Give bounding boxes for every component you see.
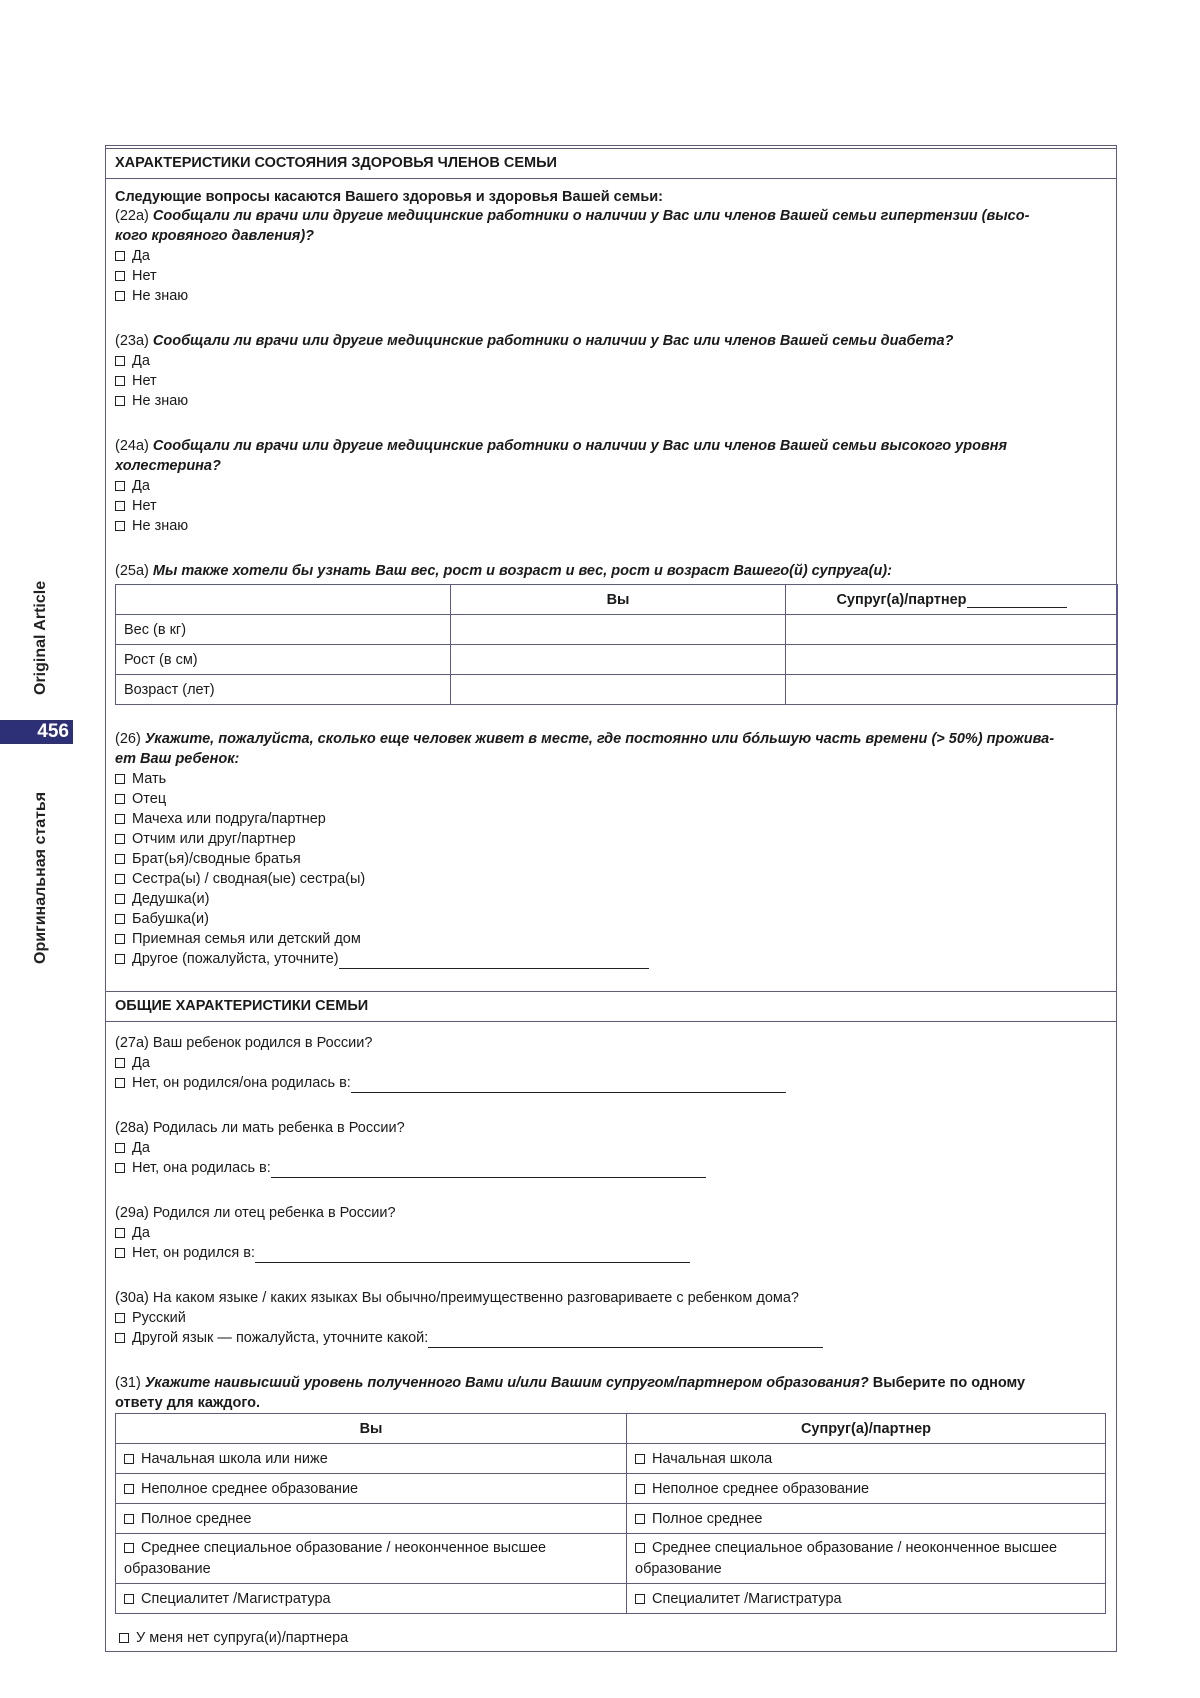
option-label: Дедушка(и) (132, 891, 210, 907)
option-label: Да (132, 248, 150, 264)
checkbox-icon[interactable] (115, 954, 125, 964)
option-label: Среднее специальное образование / неоконченное высшее образование (635, 1539, 1058, 1577)
sidebar-label-en: Original Article (32, 580, 49, 695)
other-input-line[interactable] (339, 954, 649, 969)
row-label: Возраст (лет) (116, 675, 451, 705)
checkbox-icon[interactable] (115, 271, 125, 281)
section-intro: Следующие вопросы касаются Вашего здоровья и здоровья Вашей семьи: (115, 189, 663, 205)
q26-option[interactable] (115, 929, 361, 949)
checkbox-icon[interactable] (115, 914, 125, 924)
checkbox-icon[interactable] (635, 1594, 645, 1604)
input-cell-you[interactable] (451, 645, 786, 675)
checkbox-icon[interactable] (115, 874, 125, 884)
question-26 (115, 729, 1110, 769)
section-title-health: ХАРАКТЕРИСТИКИ СОСТОЯНИЯ ЗДОРОВЬЯ ЧЛЕНОВ СЕМЬИ (105, 148, 1117, 179)
q26-option[interactable] (115, 789, 166, 809)
option-label: Среднее специальное образование / неоконченное высшее образование (124, 1539, 547, 1577)
edu-option-you[interactable] (116, 1584, 627, 1614)
table-row (116, 615, 1118, 645)
checkbox-icon[interactable] (115, 376, 125, 386)
input-cell-you[interactable] (451, 675, 786, 705)
option-label: Не знаю (132, 518, 189, 534)
q26-line1: Укажите, пожалуйста, сколько еще человек живет в месте, где постоянно или бóльшую часть времени (> 50%) прожива- (144, 731, 1055, 747)
q30-option-other[interactable] (115, 1328, 823, 1348)
checkbox-icon[interactable] (115, 1228, 125, 1238)
checkbox-icon[interactable] (115, 1248, 125, 1258)
option-label: Начальная школа (652, 1450, 773, 1467)
q31-line2: ответу для каждого. (115, 1395, 261, 1411)
checkbox-icon[interactable] (124, 1484, 134, 1494)
option-label: Нет, он родился/она родилась в: (132, 1075, 351, 1091)
option-label: Да (132, 1140, 150, 1156)
option-label: Да (132, 1055, 150, 1071)
option-label: Бабушка(и) (132, 911, 209, 927)
q22-number: (22а) (115, 208, 153, 224)
question-22a (115, 206, 1110, 246)
checkbox-icon[interactable] (115, 1058, 125, 1068)
checkbox-icon[interactable] (115, 1333, 125, 1343)
checkbox-icon[interactable] (124, 1594, 134, 1604)
question-27a: (27а) Ваш ребенок родился в России? (115, 1035, 373, 1051)
q28-option-yes[interactable] (115, 1138, 150, 1158)
option-label: Да (132, 478, 150, 494)
input-cell-spouse[interactable] (786, 675, 1118, 705)
table-header-spouse (786, 585, 1118, 615)
checkbox-icon[interactable] (115, 481, 125, 491)
q22-line1: Сообщали ли врачи или другие медицинские работники о наличии у Вас или членов Вашей семьи гипертензии (высо- (152, 208, 1030, 224)
checkbox-icon[interactable] (635, 1514, 645, 1524)
q24-option-no[interactable] (115, 496, 157, 516)
q24-option-dunno[interactable] (115, 516, 188, 536)
table-row (116, 1504, 1106, 1534)
q22-option-no[interactable] (115, 266, 157, 286)
header-spouse-label: Супруг(а)/партнер (836, 591, 967, 608)
q29-option-yes[interactable] (115, 1223, 150, 1243)
checkbox-icon[interactable] (115, 774, 125, 784)
checkbox-icon[interactable] (635, 1484, 645, 1494)
option-label: Да (132, 1225, 150, 1241)
q29-option-no[interactable] (115, 1243, 690, 1263)
option-label: Не знаю (132, 393, 189, 409)
input-cell-spouse[interactable] (786, 645, 1118, 675)
q22-option-yes[interactable] (115, 246, 150, 266)
row-label: Рост (в см) (116, 645, 451, 675)
option-label: Не знаю (132, 288, 189, 304)
table-header-spouse: Супруг(а)/партнер (627, 1414, 1106, 1444)
checkbox-icon[interactable] (115, 291, 125, 301)
checkbox-icon[interactable] (115, 501, 125, 511)
option-label: Нет, она родилась в: (132, 1160, 271, 1176)
q24-line1: Сообщали ли врачи или другие медицинские работники о наличии у Вас или членов Вашей семьи высокого уровня (152, 438, 1008, 454)
checkbox-icon[interactable] (115, 894, 125, 904)
option-label: Нет (132, 373, 157, 389)
option-label: Полное среднее (652, 1510, 763, 1527)
checkbox-icon[interactable] (115, 814, 125, 824)
option-label: Сестра(ы) / сводная(ые) сестра(ы) (132, 871, 366, 887)
checkbox-icon[interactable] (124, 1454, 134, 1464)
q27-option-yes[interactable] (115, 1053, 150, 1073)
checkbox-icon[interactable] (115, 834, 125, 844)
option-label: У меня нет супруга(и)/партнера (136, 1630, 349, 1646)
question-24a (115, 436, 1110, 476)
option-label: Мать (132, 771, 167, 787)
question-23a (115, 331, 1110, 351)
q25-text: Мы также хотели бы узнать Ваш вес, рост и возраст и вес, рост и возраст Вашего(й) супруга(и): (152, 563, 892, 579)
edu-option-spouse[interactable] (627, 1444, 1106, 1474)
question-28a: (28а) Родилась ли мать ребенка в России? (115, 1120, 405, 1136)
edu-option-you[interactable] (116, 1474, 627, 1504)
father-birthplace-input-line[interactable] (255, 1248, 690, 1263)
measurements-table (115, 584, 1118, 705)
checkbox-icon[interactable] (119, 1633, 129, 1643)
q24-number: (24а) (115, 438, 153, 454)
question-30a: (30а) На каком языке / каких языках Вы обычно/преимущественно разговариваете с ребенком дома? (115, 1290, 799, 1306)
checkbox-icon[interactable] (115, 1078, 125, 1088)
option-label: Русский (132, 1310, 186, 1326)
option-label: Приемная семья или детский дом (132, 931, 361, 947)
checkbox-icon[interactable] (115, 356, 125, 366)
checkbox-icon[interactable] (115, 794, 125, 804)
q30-option-russian[interactable] (115, 1308, 186, 1328)
table-row (116, 1584, 1106, 1614)
checkbox-icon[interactable] (115, 934, 125, 944)
q31-number: (31) (115, 1375, 145, 1391)
option-label: Специалитет /Магистратура (652, 1590, 842, 1607)
mother-birthplace-input-line[interactable] (271, 1163, 706, 1178)
q26-option[interactable] (115, 889, 209, 909)
q26-line2: ет Ваш ребенок: (115, 751, 240, 767)
q28-option-no[interactable] (115, 1158, 706, 1178)
option-label: Нет, он родился в: (132, 1245, 255, 1261)
q23-option-dunno[interactable] (115, 391, 188, 411)
q22-line2: кого кровяного давления)? (115, 228, 315, 244)
checkbox-icon[interactable] (115, 521, 125, 531)
page-number: 456 (0, 720, 73, 744)
option-label: Начальная школа или ниже (141, 1450, 328, 1467)
checkbox-icon[interactable] (635, 1454, 645, 1464)
input-cell-you[interactable] (451, 615, 786, 645)
edu-option-spouse[interactable] (627, 1474, 1106, 1504)
q26-option[interactable] (115, 909, 209, 929)
education-table (115, 1413, 1106, 1614)
option-label: Нет (132, 268, 157, 284)
q23-option-no[interactable] (115, 371, 157, 391)
q26-option[interactable] (115, 829, 296, 849)
question-29a: (29а) Родился ли отец ребенка в России? (115, 1205, 396, 1221)
table-row (116, 645, 1118, 675)
option-label: Полное среднее (141, 1510, 252, 1527)
row-label: Вес (в кг) (116, 615, 451, 645)
checkbox-icon[interactable] (115, 1143, 125, 1153)
sidebar-label-ru: Оригинальная статья (32, 791, 49, 964)
option-label: Отец (132, 791, 167, 807)
table-row (116, 1444, 1106, 1474)
option-label: Мачеха или подруга/партнер (132, 811, 326, 827)
q26-number: (26) (115, 731, 145, 747)
checkbox-icon[interactable] (124, 1514, 134, 1524)
table-header-empty (116, 585, 451, 615)
option-label: Неполное среднее образование (141, 1480, 359, 1497)
table-header-you: Вы (451, 585, 786, 615)
q26-option[interactable] (115, 769, 166, 789)
option-label: Да (132, 353, 150, 369)
checkbox-icon[interactable] (115, 251, 125, 261)
option-label: Отчим или друг/партнер (132, 831, 296, 847)
birthplace-input-line[interactable] (351, 1078, 786, 1093)
table-header-you: Вы (116, 1414, 627, 1444)
q31-line1-bold: Выберите по одному (868, 1375, 1026, 1391)
option-label: Неполное среднее образование (652, 1480, 870, 1497)
table-row (116, 1474, 1106, 1504)
q31-line1-italic: Укажите наивысший уровень полученного Вами и/или Вашим супругом/партнером образования? (144, 1375, 869, 1391)
edu-option-you[interactable] (116, 1444, 627, 1474)
checkbox-icon[interactable] (124, 1543, 134, 1553)
q26-option[interactable] (115, 869, 365, 889)
edu-option-spouse[interactable] (627, 1504, 1106, 1534)
edu-option-you[interactable] (116, 1504, 627, 1534)
checkbox-icon[interactable] (115, 396, 125, 406)
q26-option[interactable] (115, 809, 326, 829)
question-25a (115, 561, 1110, 581)
spouse-name-line[interactable] (967, 593, 1067, 608)
q23-option-yes[interactable] (115, 351, 150, 371)
q22-option-dunno[interactable] (115, 286, 188, 306)
language-input-line[interactable] (428, 1333, 823, 1348)
q25-number: (25а) (115, 563, 153, 579)
input-cell-spouse[interactable] (786, 615, 1118, 645)
q27-option-no[interactable] (115, 1073, 786, 1093)
checkbox-icon[interactable] (115, 1163, 125, 1173)
edu-option-spouse[interactable] (627, 1534, 1106, 1584)
question-31 (115, 1373, 1110, 1413)
table-row (116, 675, 1118, 705)
edu-option-you[interactable] (116, 1534, 627, 1584)
q23-text: Сообщали ли врачи или другие медицинские работники о наличии у Вас или членов Вашей семьи диабета? (152, 333, 954, 349)
q23-number: (23а) (115, 333, 153, 349)
q24-option-yes[interactable] (115, 476, 150, 496)
option-label: Специалитет /Магистратура (141, 1590, 331, 1607)
section-title-family: ОБЩИЕ ХАРАКТЕРИСТИКИ СЕМЬИ (105, 991, 1117, 1022)
option-label: Другой язык — пожалуйста, уточните какой: (132, 1330, 429, 1346)
option-label: Брат(ья)/сводные братья (132, 851, 301, 867)
option-label: Нет (132, 498, 157, 514)
q24-line2: холестерина? (115, 458, 221, 474)
edu-option-spouse[interactable] (627, 1584, 1106, 1614)
q26-option[interactable] (115, 849, 301, 869)
q26-option-other[interactable] (115, 949, 649, 969)
no-spouse-option[interactable] (119, 1628, 348, 1648)
option-label: Другое (пожалуйста, уточните) (132, 951, 339, 967)
checkbox-icon[interactable] (115, 1313, 125, 1323)
checkbox-icon[interactable] (635, 1543, 645, 1553)
table-row (116, 1534, 1106, 1584)
checkbox-icon[interactable] (115, 854, 125, 864)
